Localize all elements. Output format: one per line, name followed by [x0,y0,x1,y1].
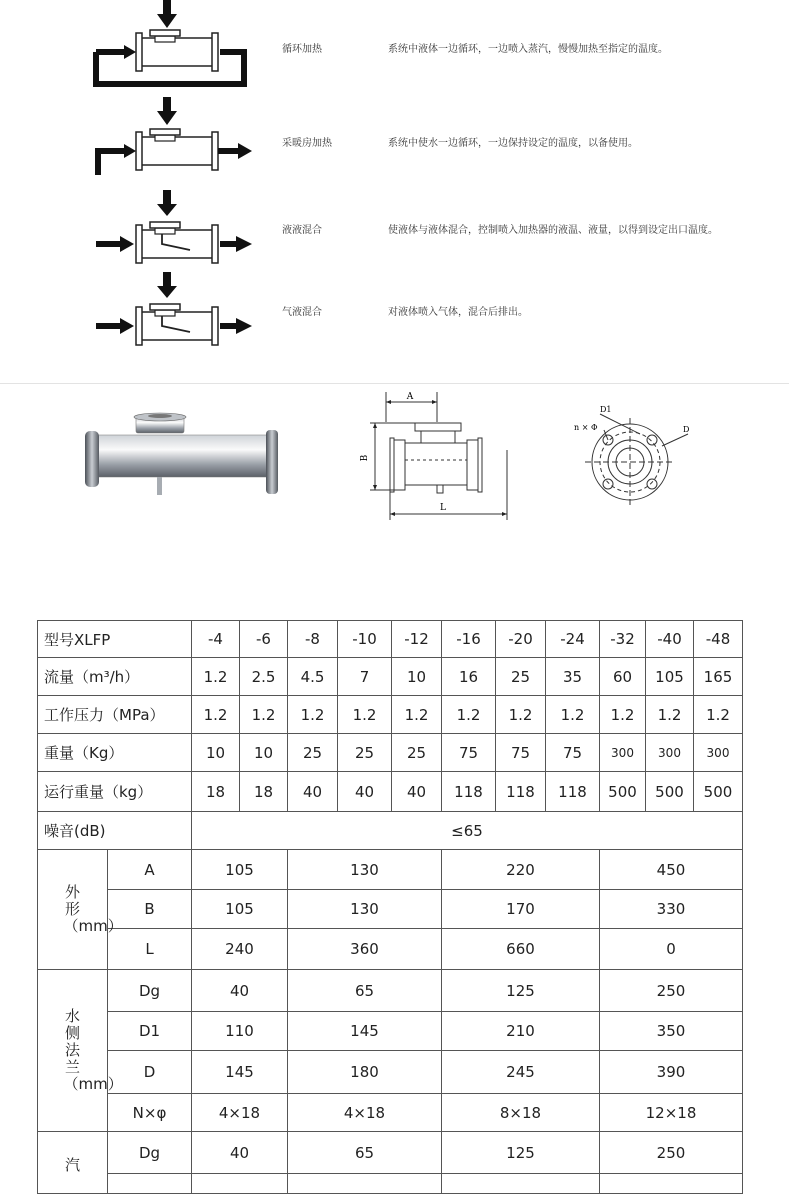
table-row [38,734,743,772]
op-weight-cell: 40 [288,772,338,812]
water-group-label: 水侧法兰（mm） [38,970,108,1132]
dim-l-label: L [440,503,446,513]
flange-drawing [570,400,705,510]
dim-value-cell: 360 [288,929,442,970]
dim-value-cell: 330 [600,890,743,929]
weight-cell: 300 [646,734,694,772]
dim-key-cell: D [108,1051,192,1094]
weight-cell: 10 [240,734,288,772]
weight-label: 重量（Kg） [38,734,192,772]
dim-value-cell: 0 [600,929,743,970]
mode-desc: 使液体与液体混合，控制喷入加热器的液温、液量，以得到设定出口温度。 [388,225,718,236]
dim-key-cell: B [108,890,192,929]
table-row [38,658,743,696]
shape-group-label: 外形（mm） [38,850,108,970]
dim-value-cell: 245 [442,1051,600,1094]
dim-key-cell: L [108,929,192,970]
dim-value-cell: 125 [442,1132,600,1174]
pressure-cell: 1.2 [694,696,743,734]
pressure-cell: 1.2 [546,696,600,734]
weight-cell: 75 [496,734,546,772]
dim-value-cell: 660 [442,929,600,970]
mode-name: 液液混合 [282,225,322,236]
pressure-cell: 1.2 [240,696,288,734]
dim-value-cell: 4×18 [288,1094,442,1132]
model-cell: -8 [288,621,338,658]
dim-value-cell: 250 [600,1132,743,1174]
gas-liquid-mixing-diagram [90,272,250,352]
op-weight-cell: 18 [240,772,288,812]
pressure-cell: 1.2 [646,696,694,734]
model-cell: -48 [694,621,743,658]
dim-value-cell: 65 [288,1132,442,1174]
model-cell: -6 [240,621,288,658]
flow-cell: 16 [442,658,496,696]
dim-value-cell: 180 [288,1051,442,1094]
pressure-cell: 1.2 [600,696,646,734]
table-row [38,1094,743,1132]
model-cell: -16 [442,621,496,658]
liquid-mixing-diagram [90,190,250,270]
dim-value-cell: 12×18 [600,1094,743,1132]
op-weight-cell: 118 [546,772,600,812]
table-row [38,621,743,658]
pressure-label: 工作压力（MPa） [38,696,192,734]
flow-cell: 165 [694,658,743,696]
table-row [38,812,743,850]
pressure-cell: 1.2 [338,696,392,734]
recirculation-heating-diagram [90,0,250,85]
flange-d1-label: D1 [600,405,612,414]
mode-name: 气液混合 [282,307,322,318]
dim-b-label: B [360,454,370,462]
model-cell: -32 [600,621,646,658]
op-weight-cell: 500 [646,772,694,812]
dim-value-cell: 145 [288,1012,442,1051]
weight-cell: 75 [546,734,600,772]
dim-key-cell: D1 [108,1012,192,1051]
heater-photo [80,405,285,505]
mode-desc: 对液体喷入气体，混合后排出。 [388,307,528,318]
dim-value-cell: 130 [288,890,442,929]
mode-desc: 系统中使水一边循环，一边保持设定的温度，以备使用。 [388,138,638,149]
model-cell: -24 [546,621,600,658]
model-cell: -4 [192,621,240,658]
dim-key-cell: N×φ [108,1094,192,1132]
dim-value-cell: 105 [192,890,288,929]
pressure-cell: 1.2 [442,696,496,734]
dim-value-cell: 65 [288,970,442,1012]
dim-value-cell: 4×18 [192,1094,288,1132]
flow-cell: 1.2 [192,658,240,696]
weight-cell: 300 [600,734,646,772]
pressure-cell: 1.2 [392,696,442,734]
flow-cell: 60 [600,658,646,696]
dim-value-cell: 350 [600,1012,743,1051]
model-cell: -10 [338,621,392,658]
op-weight-cell: 500 [694,772,743,812]
dim-value-cell: 105 [192,850,288,890]
pressure-cell: 1.2 [288,696,338,734]
flow-cell: 2.5 [240,658,288,696]
dim-value-cell: 240 [192,929,288,970]
weight-cell: 300 [694,734,743,772]
weight-cell: 25 [338,734,392,772]
dim-value-cell: 125 [442,970,600,1012]
table-row [38,1051,743,1094]
dim-a-label: A [406,392,414,402]
table-row [38,696,743,734]
model-cell: -40 [646,621,694,658]
table-row [38,850,743,890]
flange-d-label: D [683,425,690,434]
noise-cell: ≤65 [192,812,743,850]
pressure-cell: 1.2 [192,696,240,734]
spec-table [37,620,743,1194]
room-heating-diagram [90,97,250,182]
flow-cell: 7 [338,658,392,696]
dim-value-cell: 145 [192,1051,288,1094]
table-row [38,890,743,929]
weight-cell: 25 [288,734,338,772]
steam-group-label: 汽 [38,1132,108,1194]
table-row [38,929,743,970]
flow-label: 流量（m³/h） [38,658,192,696]
noise-label: 噪音(dB) [38,812,192,850]
op-weight-cell: 118 [496,772,546,812]
flow-cell: 105 [646,658,694,696]
weight-cell: 75 [442,734,496,772]
op-weight-cell: 40 [392,772,442,812]
mode-desc: 系统中液体一边循环，一边喷入蒸汽，慢慢加热至指定的温度。 [388,44,668,55]
dim-key-cell: Dg [108,970,192,1012]
op-weight-cell: 118 [442,772,496,812]
table-row [38,772,743,812]
mode-name: 采暖房加热 [282,138,332,149]
model-cell: -12 [392,621,442,658]
weight-cell: 10 [192,734,240,772]
dim-value-cell: 450 [600,850,743,890]
op-weight-cell: 40 [338,772,392,812]
dim-value-cell: 210 [442,1012,600,1051]
op-weight-label: 运行重量（kg） [38,772,192,812]
model-cell: -20 [496,621,546,658]
flow-cell: 4.5 [288,658,338,696]
flow-cell: 35 [546,658,600,696]
weight-cell: 25 [392,734,442,772]
dim-value-cell: 40 [192,970,288,1012]
flow-cell: 25 [496,658,546,696]
dim-value-cell: 110 [192,1012,288,1051]
dim-value-cell: 170 [442,890,600,929]
dimension-drawing [355,390,515,525]
table-row [38,1174,743,1194]
dim-key-cell: A [108,850,192,890]
dim-key-cell: Dg [108,1132,192,1174]
model-label: 型号XLFP [38,621,192,658]
table-row [38,1132,743,1174]
op-weight-cell: 18 [192,772,240,812]
dim-value-cell: 40 [192,1132,288,1174]
dim-value-cell: 130 [288,850,442,890]
dim-value-cell: 390 [600,1051,743,1094]
dim-value-cell: 220 [442,850,600,890]
table-row [38,970,743,1012]
flange-nphi-label: n × Φ [574,423,598,432]
divider [0,383,789,384]
table-row [38,1012,743,1051]
flow-cell: 10 [392,658,442,696]
mode-name: 循环加热 [282,44,322,55]
pressure-cell: 1.2 [496,696,546,734]
op-weight-cell: 500 [600,772,646,812]
dim-value-cell: 250 [600,970,743,1012]
dim-value-cell: 8×18 [442,1094,600,1132]
